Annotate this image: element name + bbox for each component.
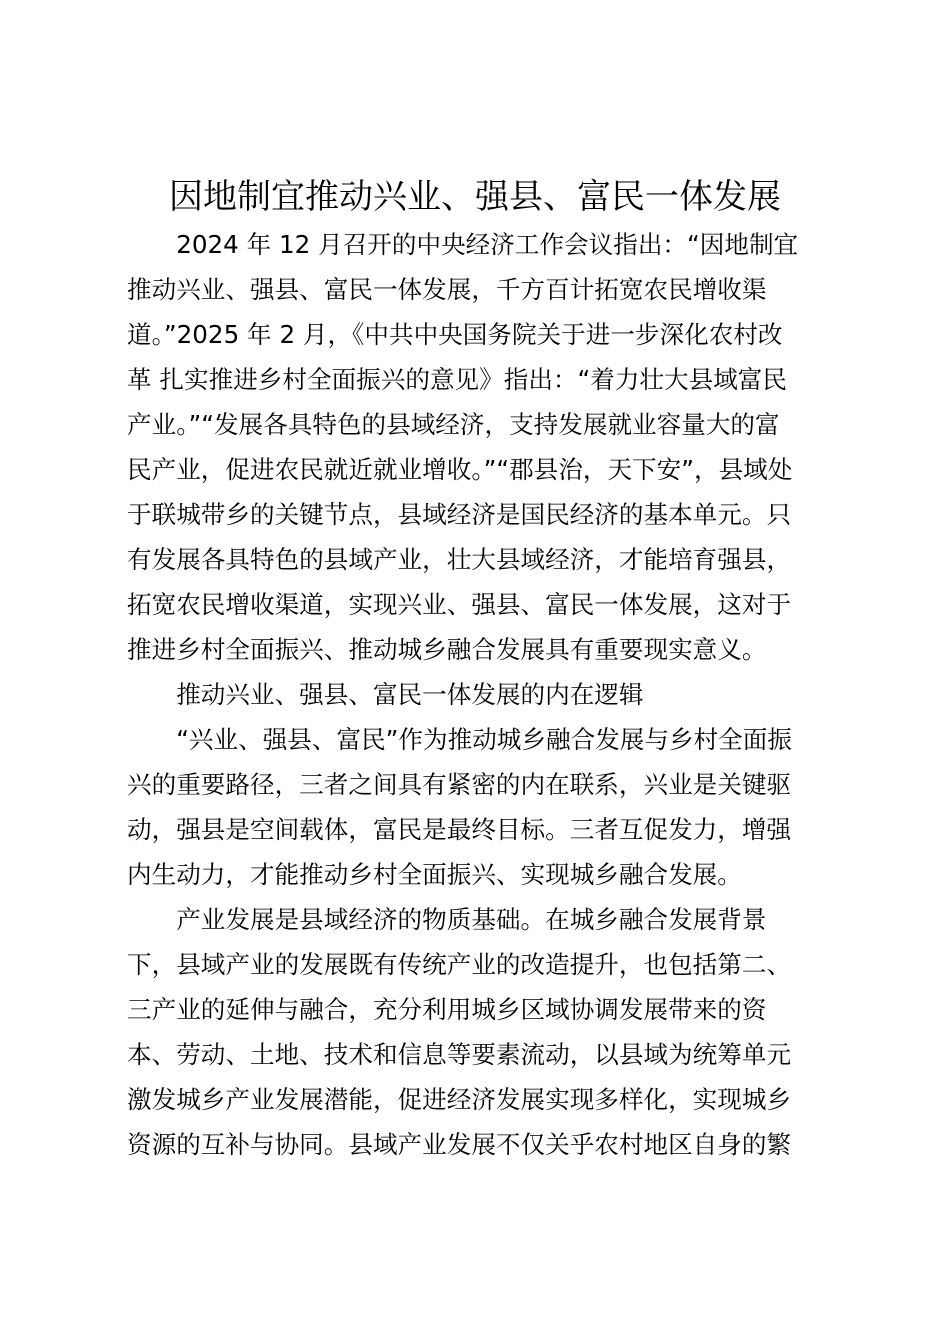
section-heading: 推动兴业、强县、富民一体发展的内在逻辑 — [127, 680, 644, 709]
body-line: 本、劳动、土地、技术和信息等要素流动，以县域为统筹单元 — [127, 1040, 792, 1069]
body-line: 产业。”“发展各具特色的县域经济，支持发展就业容量大的富 — [127, 410, 780, 439]
body-line: 资源的互补与协同。县域产业发展不仅关乎农村地区自身的繁 — [127, 1130, 792, 1159]
body-line: 民产业，促进农民就近就业增收。”“郡县治，天下安”，县域处 — [127, 455, 793, 484]
document-title: 因地制宜推动兴业、强县、富民一体发展 — [169, 177, 781, 217]
body-line: 三产业的延伸与融合，充分利用城乡区域协调发展带来的资 — [127, 995, 767, 1024]
body-line: 革 扎实推进乡村全面振兴的意见》指出：“着力壮大县域富民 — [127, 365, 787, 394]
body-line: 内生动力，才能推动乡村全面振兴、实现城乡融合发展。 — [127, 860, 742, 889]
body-line: 拓宽农民增收渠道，实现兴业、强县、富民一体发展，这对于 — [127, 590, 792, 619]
body-line: 于联城带乡的关键节点，县域经济是国民经济的基本单元。只 — [127, 500, 792, 529]
body-line: 推动兴业、强县、富民一体发展，千方百计拓宽农民增收渠 — [127, 275, 767, 304]
body-line: 2024 年 12 月召开的中央经济工作会议指出：“因地制宜 — [127, 230, 799, 259]
body-line: 推进乡村全面振兴、推动城乡融合发展具有重要现实意义。 — [127, 635, 767, 664]
body-line: 产业发展是县域经济的物质基础。在城乡融合发展背景 — [127, 905, 767, 934]
body-line: “兴业、强县、富民”作为推动城乡融合发展与乡村全面振 — [127, 725, 792, 754]
body-line: 下，县域产业的发展既有传统产业的改造提升，也包括第二、 — [127, 950, 792, 979]
body-line: 有发展各具特色的县域产业，壮大县域经济，才能培育强县， — [127, 545, 792, 574]
body-line: 动，强县是空间载体，富民是最终目标。三者互促发力，增强 — [127, 815, 792, 844]
body-line: 激发城乡产业发展潜能，促进经济发展实现多样化，实现城乡 — [127, 1085, 792, 1114]
body-line: 兴的重要路径，三者之间具有紧密的内在联系，兴业是关键驱 — [127, 770, 792, 799]
body-line: 道。”2025 年 2 月，《中共中央国务院关于进一步深化农村改 — [127, 320, 783, 349]
